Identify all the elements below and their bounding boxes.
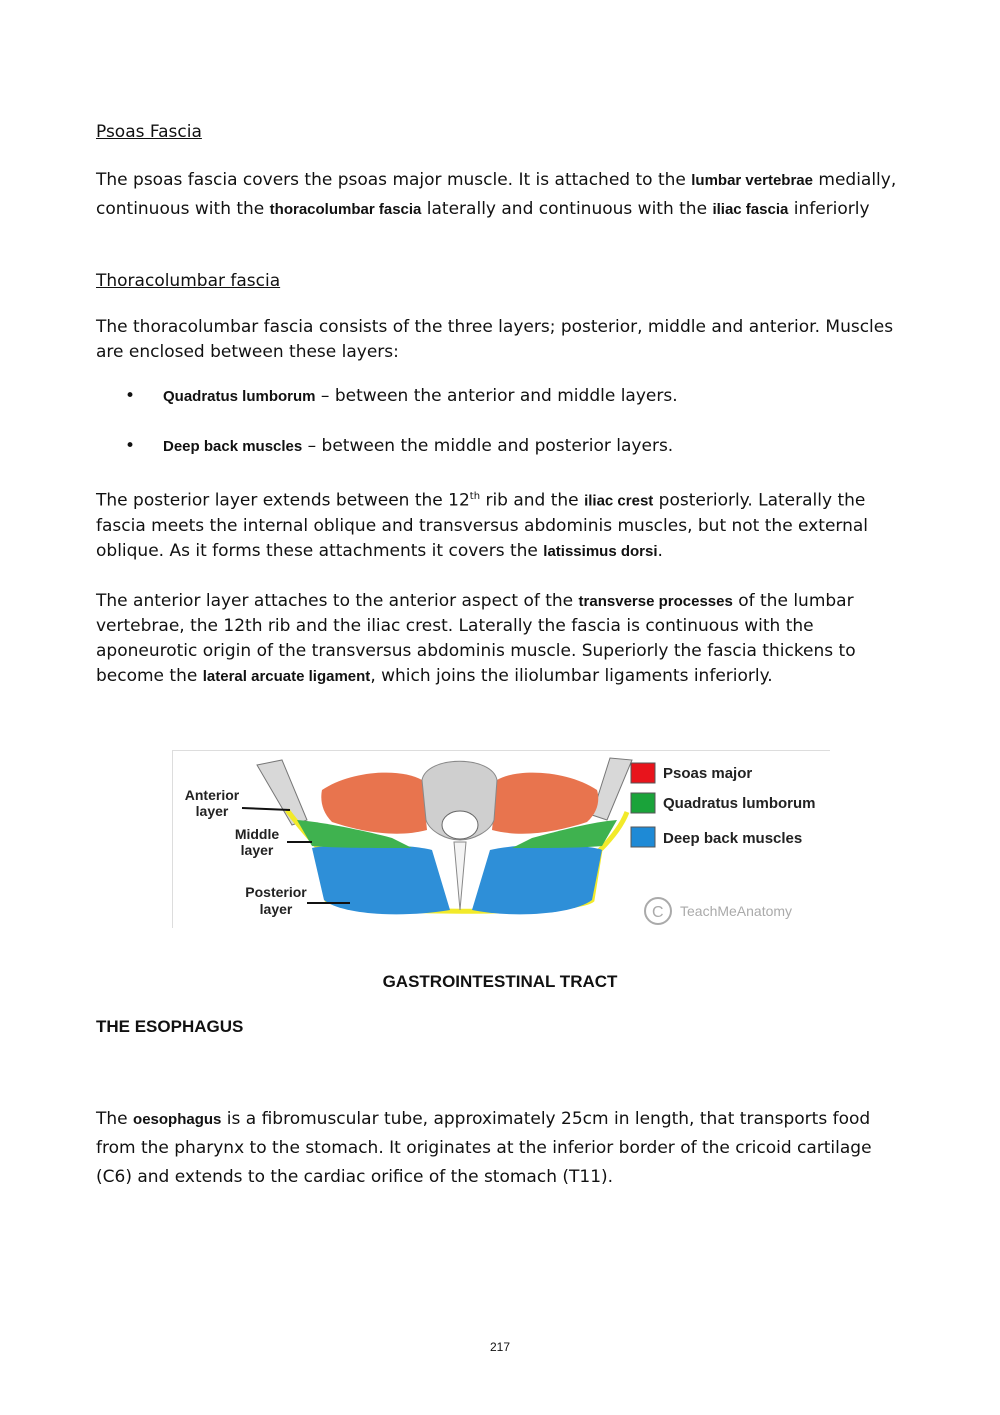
legend-swatch-quadratus <box>631 793 655 813</box>
psoas-fascia-paragraph: The psoas fascia covers the psoas major muscle. It is attached to the lumbar vertebrae medially, continuous with the thoracolumbar fascia laterally and continuous with the iliac fascia inferiorly <box>96 170 897 219</box>
anterior-label: layer <box>195 803 229 819</box>
legend-label-quadratus: Quadratus lumborum <box>663 795 816 812</box>
middle-label: layer <box>240 842 274 858</box>
page-number: 217 <box>489 1340 511 1354</box>
spinous-process <box>454 842 466 910</box>
anterior-label: Anterior <box>184 787 240 803</box>
copyright-icon-letter: C <box>652 904 664 921</box>
anterior-layer-paragraph: The anterior layer attaches to the anterior aspect of the transverse processes of the lumbar vertebrae, the 12th rib and the iliac crest. Laterally the fascia is continuous with the aponeurotic origin of the transversus abdominis muscle. Superiorly the fascia thickens to become the lateral arcuate ligament, which joins the iliolumbar ligaments inferiorly. <box>96 591 856 686</box>
bullet-item-deep-back: • Deep back muscles – between the middle and posterior layers. <box>125 436 674 456</box>
thoracolumbar-fascia-heading: Thoracolumbar fascia <box>96 271 281 291</box>
esophagus-title: THE ESOPHAGUS <box>96 1017 244 1036</box>
psoas-fascia-heading: Psoas Fascia <box>96 122 202 142</box>
posterior-label: layer <box>259 901 293 917</box>
deep-back-muscles-right <box>472 845 602 914</box>
psoas-major-right <box>492 773 598 834</box>
thoracolumbar-intro: The thoracolumbar fascia consists of the three layers; posterior, middle and anterior. Muscles are enclosed between these layers: <box>96 317 894 362</box>
psoas-major-left <box>321 773 427 834</box>
legend-swatch-deep-back <box>631 827 655 847</box>
right-oblique-band <box>592 758 632 820</box>
posterior-layer-paragraph: The posterior layer extends between the 12th rib and the iliac crest posteriorly. Laterally the fascia meets the internal oblique and transversus abdominis muscles, but not the external oblique. As it forms these attachments it covers the latissimus dorsi. <box>96 490 869 561</box>
bullet-dot: • <box>125 386 136 406</box>
watermark-text: TeachMeAnatomy <box>680 903 793 919</box>
legend-label-deep-back: Deep back muscles <box>663 830 803 847</box>
posterior-label: Posterior <box>245 884 307 900</box>
left-oblique-band <box>257 760 307 825</box>
vertebral-foramen <box>442 811 478 839</box>
gastrointestinal-tract-title: GASTROINTESTINAL TRACT <box>382 972 618 991</box>
legend-label-psoas: Psoas major <box>663 765 753 782</box>
bullet-dot: • <box>125 436 136 456</box>
middle-label: Middle <box>234 826 280 842</box>
esophagus-paragraph: The oesophagus is a fibromuscular tube, approximately 25cm in length, that transports food from the pharynx to the stomach. It originates at the inferior border of the cricoid cartilage (C6) and extends to the cardiac orifice of the stomach (T11). <box>96 1109 872 1187</box>
cross-section-diagram <box>172 750 830 928</box>
legend-swatch-psoas <box>631 763 655 783</box>
bullet-item-quadratus: • Quadratus lumborum – between the anterior and middle layers. <box>125 386 678 406</box>
thoracolumbar-fascia-figure <box>172 750 830 928</box>
